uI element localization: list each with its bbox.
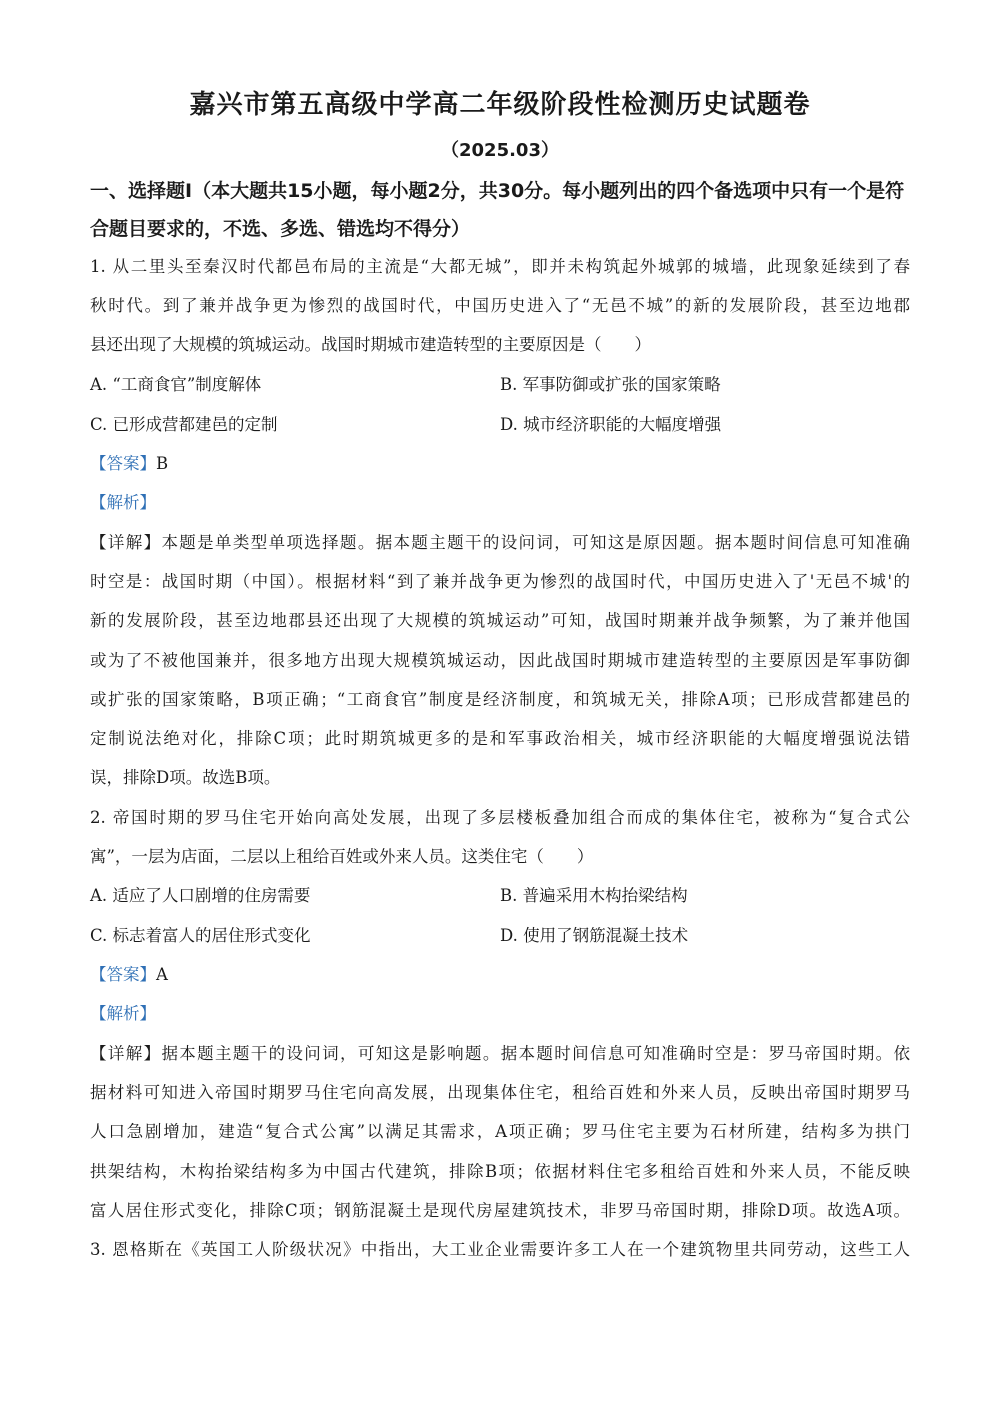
q1-detail-line: [90, 530, 910, 556]
q1-answer: [90, 451, 910, 477]
q1-option-c: C. 已形成营都建邑的定制: [90, 415, 278, 434]
q2-stem-line: 寓”，一层为店面，二层以上租给百姓或外来人员。这类住宅（ ）: [90, 847, 594, 866]
q2-option-a: A. 适应了人口剧增的住房需要: [90, 886, 311, 905]
exam-title: 嘉兴市第五高级中学高二年级阶段性检测历史试题卷: [189, 90, 811, 120]
analysis-tag: 【解析】: [90, 1004, 156, 1023]
answer-tag: 【答案】: [90, 454, 156, 473]
answer-value: A: [156, 965, 168, 984]
q3-stem-line: 3. 恩格斯在《英国工人阶级状况》中指出，大工业企业需要许多工人在一个建筑物里共同劳动，这些工人: [90, 1240, 910, 1259]
answer-value: B: [156, 454, 169, 473]
answer-tag: 【答案】: [90, 965, 156, 984]
exam-date: （2025.03）: [441, 140, 559, 161]
q1-detail-line: 新的发展阶段，甚至边地郡县还出现了大规模的筑城运动”可知，战国时期兼并战争频繁，为了兼并他国: [90, 611, 910, 630]
q1-detail-line: 或扩张的国家策略，B项正确；“工商食官”制度是经济制度，和筑城无关，排除A项；已形成营都建邑的: [90, 690, 910, 709]
detail-tag: 【详解】: [90, 533, 162, 552]
q1-detail-line: 定制说法绝对化，排除C项；此时期筑城更多的是和军事政治相关，城市经济职能的大幅度增强说法错: [90, 729, 910, 748]
q1-stem-line: 秋时代。到了兼并战争更为惨烈的战国时代，中国历史进入了“无邑不城”的新的发展阶段，甚至边地郡: [90, 296, 910, 315]
q1-analysis: [90, 490, 910, 516]
q2-detail-line: 富人居住形式变化，排除C项；钢筋混凝土是现代房屋建筑技术，非罗马帝国时期，排除D项。故选A项。: [90, 1201, 910, 1220]
q1-stem-line: 县还出现了大规模的筑城运动。战国时期城市建造转型的主要原因是（ ）: [90, 335, 651, 354]
detail-text: 据本题主题干的设问词，可知这是影响题。据本题时间信息可知准确时空是：罗马帝国时期。依: [161, 1044, 911, 1063]
q1-detail-line: 或为了不被他国兼并，很多地方出现大规模筑城运动，因此战国时期城市建造转型的主要原因是军事防御: [90, 651, 910, 670]
q2-detail-line: 拱架结构，木构抬梁结构多为中国古代建筑，排除B项；依据材料住宅多租给百姓和外来人员，不能反映: [90, 1162, 910, 1181]
analysis-tag: 【解析】: [90, 493, 156, 512]
q1-detail-line: 误，排除D项。故选B项。: [90, 768, 281, 787]
q1-option-b: B. 军事防御或扩张的国家策略: [500, 375, 721, 394]
q2-option-c: C. 标志着富人的居住形式变化: [90, 926, 311, 945]
q2-detail-line: [90, 1041, 910, 1067]
q2-option-d: D. 使用了钢筋混凝土技术: [500, 926, 689, 945]
q2-answer: [90, 962, 910, 988]
section-heading: 一、选择题Ⅰ（本大题共15小题，每小题2分，共30分。每小题列出的四个备选项中只有一个是符合题目要求的，不选、多选、错选均不得分）: [90, 180, 905, 240]
q1-option-d: D. 城市经济职能的大幅度增强: [500, 415, 722, 434]
q2-detail-line: 人口急剧增加，建造“复合式公寓”以满足其需求，A项正确；罗马住宅主要为石材所建，结构多为拱门: [90, 1122, 910, 1141]
q2-option-b: B. 普遍采用木构抬梁结构: [500, 886, 688, 905]
q1-detail-line: 时空是：战国时期（中国）。根据材料“到了兼并战争更为惨烈的战国时代，中国历史进入了'无邑不城'的: [90, 572, 910, 591]
q2-analysis: [90, 1001, 910, 1027]
detail-tag: 【详解】: [90, 1044, 162, 1063]
q1-option-a: A. “工商食官”制度解体: [90, 375, 262, 394]
q2-detail-line: 据材料可知进入帝国时期罗马住宅向高发展，出现集体住宅，租给百姓和外来人员，反映出帝国时期罗马: [90, 1083, 910, 1102]
q2-stem-line: 2. 帝国时期的罗马住宅开始向高处发展，出现了多层楼板叠加组合而成的集体住宅，被称为“复合式公: [90, 808, 910, 827]
detail-text: 本题是单类型单项选择题。据本题主题干的设问词，可知这是原因题。据本题时间信息可知准确: [161, 533, 911, 552]
q1-stem-line: 1. 从二里头至秦汉时代都邑布局的主流是“大都无城”，即并未构筑起外城郭的城墙，此现象延续到了春: [90, 257, 910, 276]
